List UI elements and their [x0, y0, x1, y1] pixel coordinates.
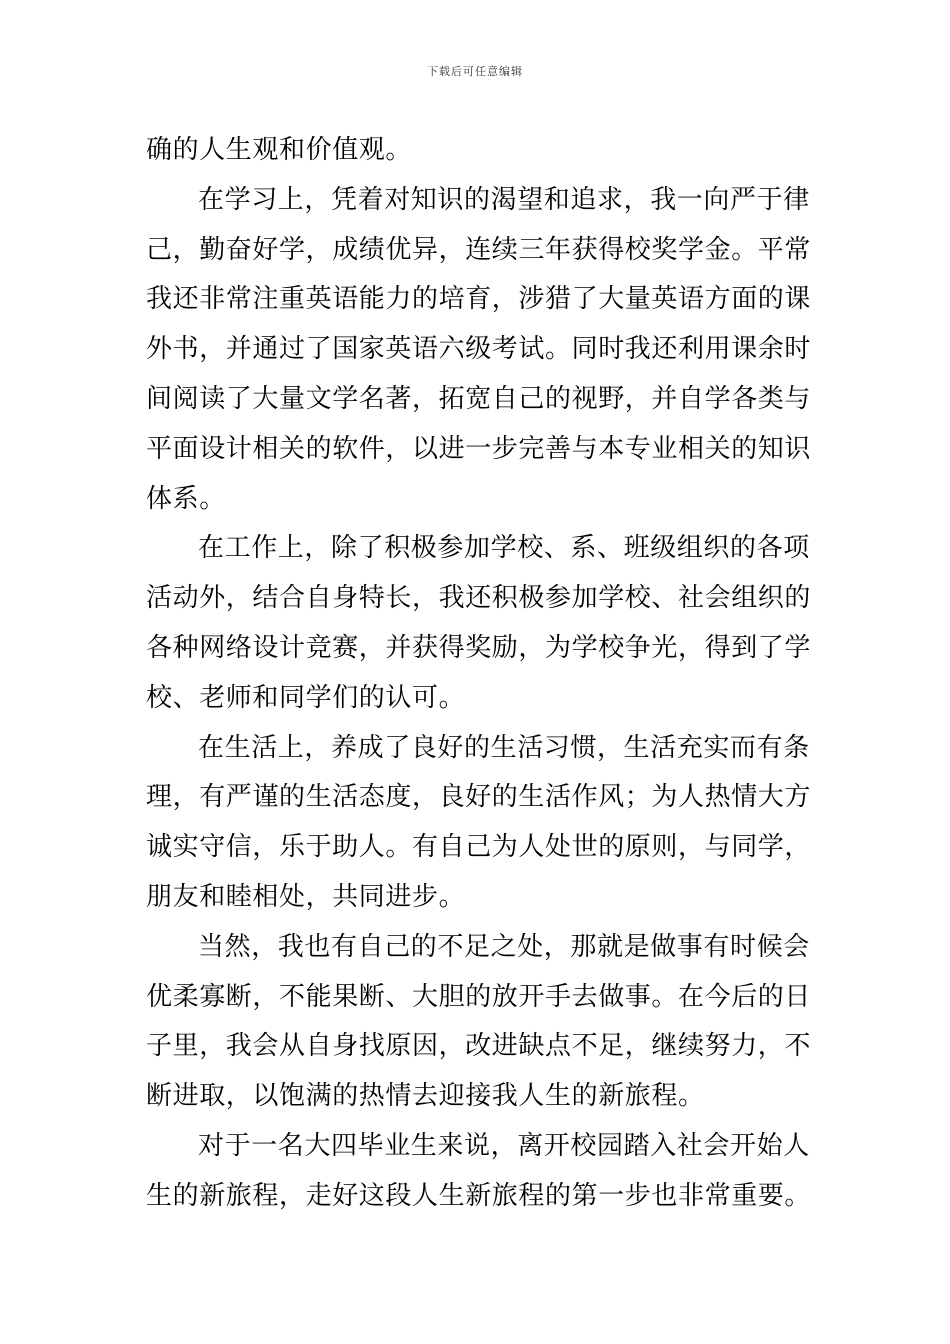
text-line: 活动外，结合自身特长，我还积极参加学校、社会组织的 — [146, 583, 812, 614]
text-line: 确的人生观和价值观。 — [146, 135, 413, 165]
text-line: 各种网络设计竞赛，并获得奖励，为学校争光，得到了学 — [146, 632, 812, 663]
text-line: 断进取，以饱满的热情去迎接我人生的新旅程。 — [146, 1081, 705, 1112]
text-line: 外书，并通过了国家英语六级考试。同时我还利用课余时 — [146, 334, 812, 365]
text-line: 生的新旅程，走好这段人生新旅程的第一步也非常重要。 — [146, 1180, 812, 1211]
text-line: 理，有严谨的生活态度，良好的生活作风；为人热情大方 — [146, 782, 812, 813]
text-line: 优柔寡断，不能果断、大胆的放开手去做事。在今后的日 — [146, 981, 812, 1012]
text-line: 体系。 — [146, 483, 226, 514]
text-line: 己，勤奋好学，成绩优异，连续三年获得校奖学金。平常 — [146, 234, 812, 265]
text-line: 当然，我也有自己的不足之处，那就是做事有时候会 — [198, 931, 810, 962]
text-line: 朋友和睦相处，共同进步。 — [146, 881, 466, 912]
document-body — [146, 126, 812, 1222]
text-line: 对于一名大四毕业生来说，离开校园踏入社会开始人 — [198, 1130, 810, 1161]
text-line: 在工作上，除了积极参加学校、系、班级组织的各项 — [198, 533, 810, 564]
text-line: 间阅读了大量文学名著，拓宽自己的视野，并自学各类与 — [146, 383, 812, 414]
text-line: 我还非常注重英语能力的培育，涉猎了大量英语方面的课 — [146, 284, 812, 315]
text-line: 在生活上，养成了良好的生活习惯，生活充实而有条 — [198, 732, 810, 763]
text-line: 诚实守信，乐于助人。有自己为人处世的原则，与同学， — [146, 832, 812, 863]
page-header: 下载后可任意编辑 — [427, 65, 523, 78]
text-line: 子里，我会从自身找原因，改进缺点不足，继续努力，不 — [146, 1031, 812, 1062]
text-line: 平面设计相关的软件，以进一步完善与本专业相关的知识 — [146, 433, 812, 464]
text-line: 校、老师和同学们的认可。 — [146, 682, 466, 713]
text-line: 在学习上，凭着对知识的渴望和追求，我一向严于律 — [198, 184, 810, 215]
